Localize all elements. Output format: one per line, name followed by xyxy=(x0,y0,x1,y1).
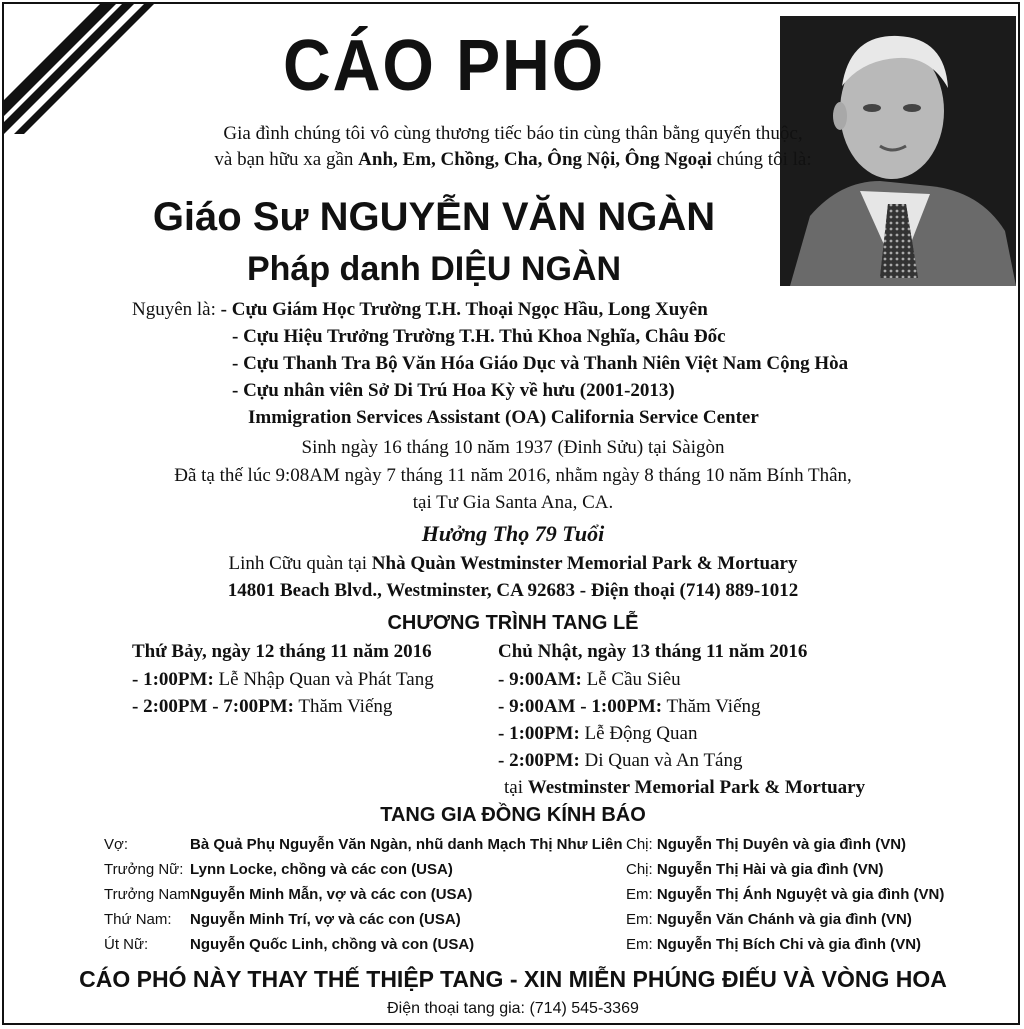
obituary-notice xyxy=(2,2,1020,1025)
list-item: Chị: Nguyễn Thị Duyên và gia đình (VN) xyxy=(626,836,907,853)
birth-line: Sinh ngày 16 tháng 10 năm 1937 (Đinh Sửu) tại Sàigòn xyxy=(301,437,725,458)
sunday-heading: Chủ Nhật, ngày 13 tháng 11 năm 2016 xyxy=(498,641,808,662)
saturday-event: - 2:00PM - 7:00PM: Thăm Viếng xyxy=(132,696,393,717)
list-item: Em: Nguyễn Thị Bích Chi và gia đình (VN) xyxy=(626,936,922,953)
list-item: Chị: Nguyễn Thị Hài và gia đình (VN) xyxy=(626,861,884,878)
career-line-2: - Cựu Hiệu Trưởng Trường T.H. Thủ Khoa Nghĩa, Châu Đốc xyxy=(232,326,726,347)
mourning-ribbon-icon xyxy=(4,4,174,134)
list-item: Em: Nguyễn Văn Chánh và gia đình (VN) xyxy=(626,911,912,928)
funeral-home-address: 14801 Beach Blvd., Westminster, CA 92683 - Điện thoại (714) 889-1012 xyxy=(227,580,799,601)
list-item: Thứ Nam: Nguyễn Minh Trí, vợ và các con (USA) xyxy=(104,911,461,928)
list-item: Vợ: Bà Quả Phụ Nguyễn Văn Ngàn, nhũ danh Mạch Thị Như Liên xyxy=(104,836,623,853)
death-line-1: Đã tạ thế lúc 9:08AM ngày 7 tháng 11 năm 2016, nhằm ngày 8 tháng 10 năm Bính Thân, xyxy=(174,465,852,486)
list-item: Trưởng Nữ: Lynn Locke, chồng và các con (USA) xyxy=(104,861,453,878)
saturday-event: - 1:00PM: Lễ Nhập Quan và Phát Tang xyxy=(132,669,434,690)
career-english: Immigration Services Assistant (OA) California Service Center xyxy=(248,407,759,428)
saturday-heading: Thứ Bảy, ngày 12 tháng 11 năm 2016 xyxy=(132,641,432,662)
sunday-event: - 1:00PM: Lễ Động Quan xyxy=(498,723,698,744)
footer-phone: Điện thoại tang gia: (714) 545-3369 xyxy=(387,1000,639,1017)
career-line-4: - Cựu nhân viên Sở Di Trú Hoa Kỳ về hưu (2001-2013) xyxy=(232,380,675,401)
deceased-name: Giáo Sư NGUYỄN VĂN NGÀN xyxy=(152,195,716,239)
death-line-2: tại Tư Gia Santa Ana, CA. xyxy=(412,492,614,513)
intro-line-1: Gia đình chúng tôi vô cùng thương tiếc báo tin cùng thân bằng quyến thuộc, xyxy=(223,123,803,144)
family-title: TANG GIA ĐỒNG KÍNH BÁO xyxy=(380,804,646,826)
family-left-list xyxy=(104,832,623,957)
family-right-list xyxy=(626,832,944,957)
list-item: Em: Nguyễn Thị Ánh Nguyệt và gia đình (VN) xyxy=(626,886,945,903)
burial-place: tại Westminster Memorial Park & Mortuary xyxy=(504,777,866,798)
footer-notice: CÁO PHÓ NÀY THAY THẾ THIỆP TANG - XIN MIỄN PHÚNG ĐIẾU VÀ VÒNG HOA xyxy=(79,966,947,992)
list-item: Út Nữ: Nguyễn Quốc Linh, chồng và con (USA) xyxy=(104,936,475,953)
list-item: Trưởng Nam:Nguyễn Minh Mẫn, vợ và các con (USA) xyxy=(104,886,473,903)
funeral-home-line: Linh Cữu quàn tại Nhà Quàn Westminster Memorial Park & Mortuary xyxy=(228,553,798,574)
dharma-name: Pháp danh DIỆU NGÀN xyxy=(246,250,622,288)
sunday-event: - 2:00PM: Di Quan và An Táng xyxy=(498,750,743,771)
sunday-event: - 9:00AM: Lễ Cầu Siêu xyxy=(498,669,681,690)
intro-line-2: và bạn hữu xa gần Anh, Em, Chồng, Cha, Ông Nội, Ông Ngoại chúng tôi là: xyxy=(214,149,812,170)
career-prefix: Nguyên là: xyxy=(132,299,216,320)
program-title: CHƯƠNG TRÌNH TANG LỄ xyxy=(387,612,639,634)
page-title: CÁO PHÓ xyxy=(282,26,606,106)
sunday-event: - 9:00AM - 1:00PM: Thăm Viếng xyxy=(498,696,761,717)
age-line: Hưởng Thọ 79 Tuổi xyxy=(421,521,605,546)
career-line-3: - Cựu Thanh Tra Bộ Văn Hóa Giáo Dục và Thanh Niên Việt Nam Cộng Hòa xyxy=(232,353,849,374)
career-line-1: Nguyên là: - Cựu Giám Học Trường T.H. Thoại Ngọc Hầu, Long Xuyên xyxy=(132,299,708,320)
